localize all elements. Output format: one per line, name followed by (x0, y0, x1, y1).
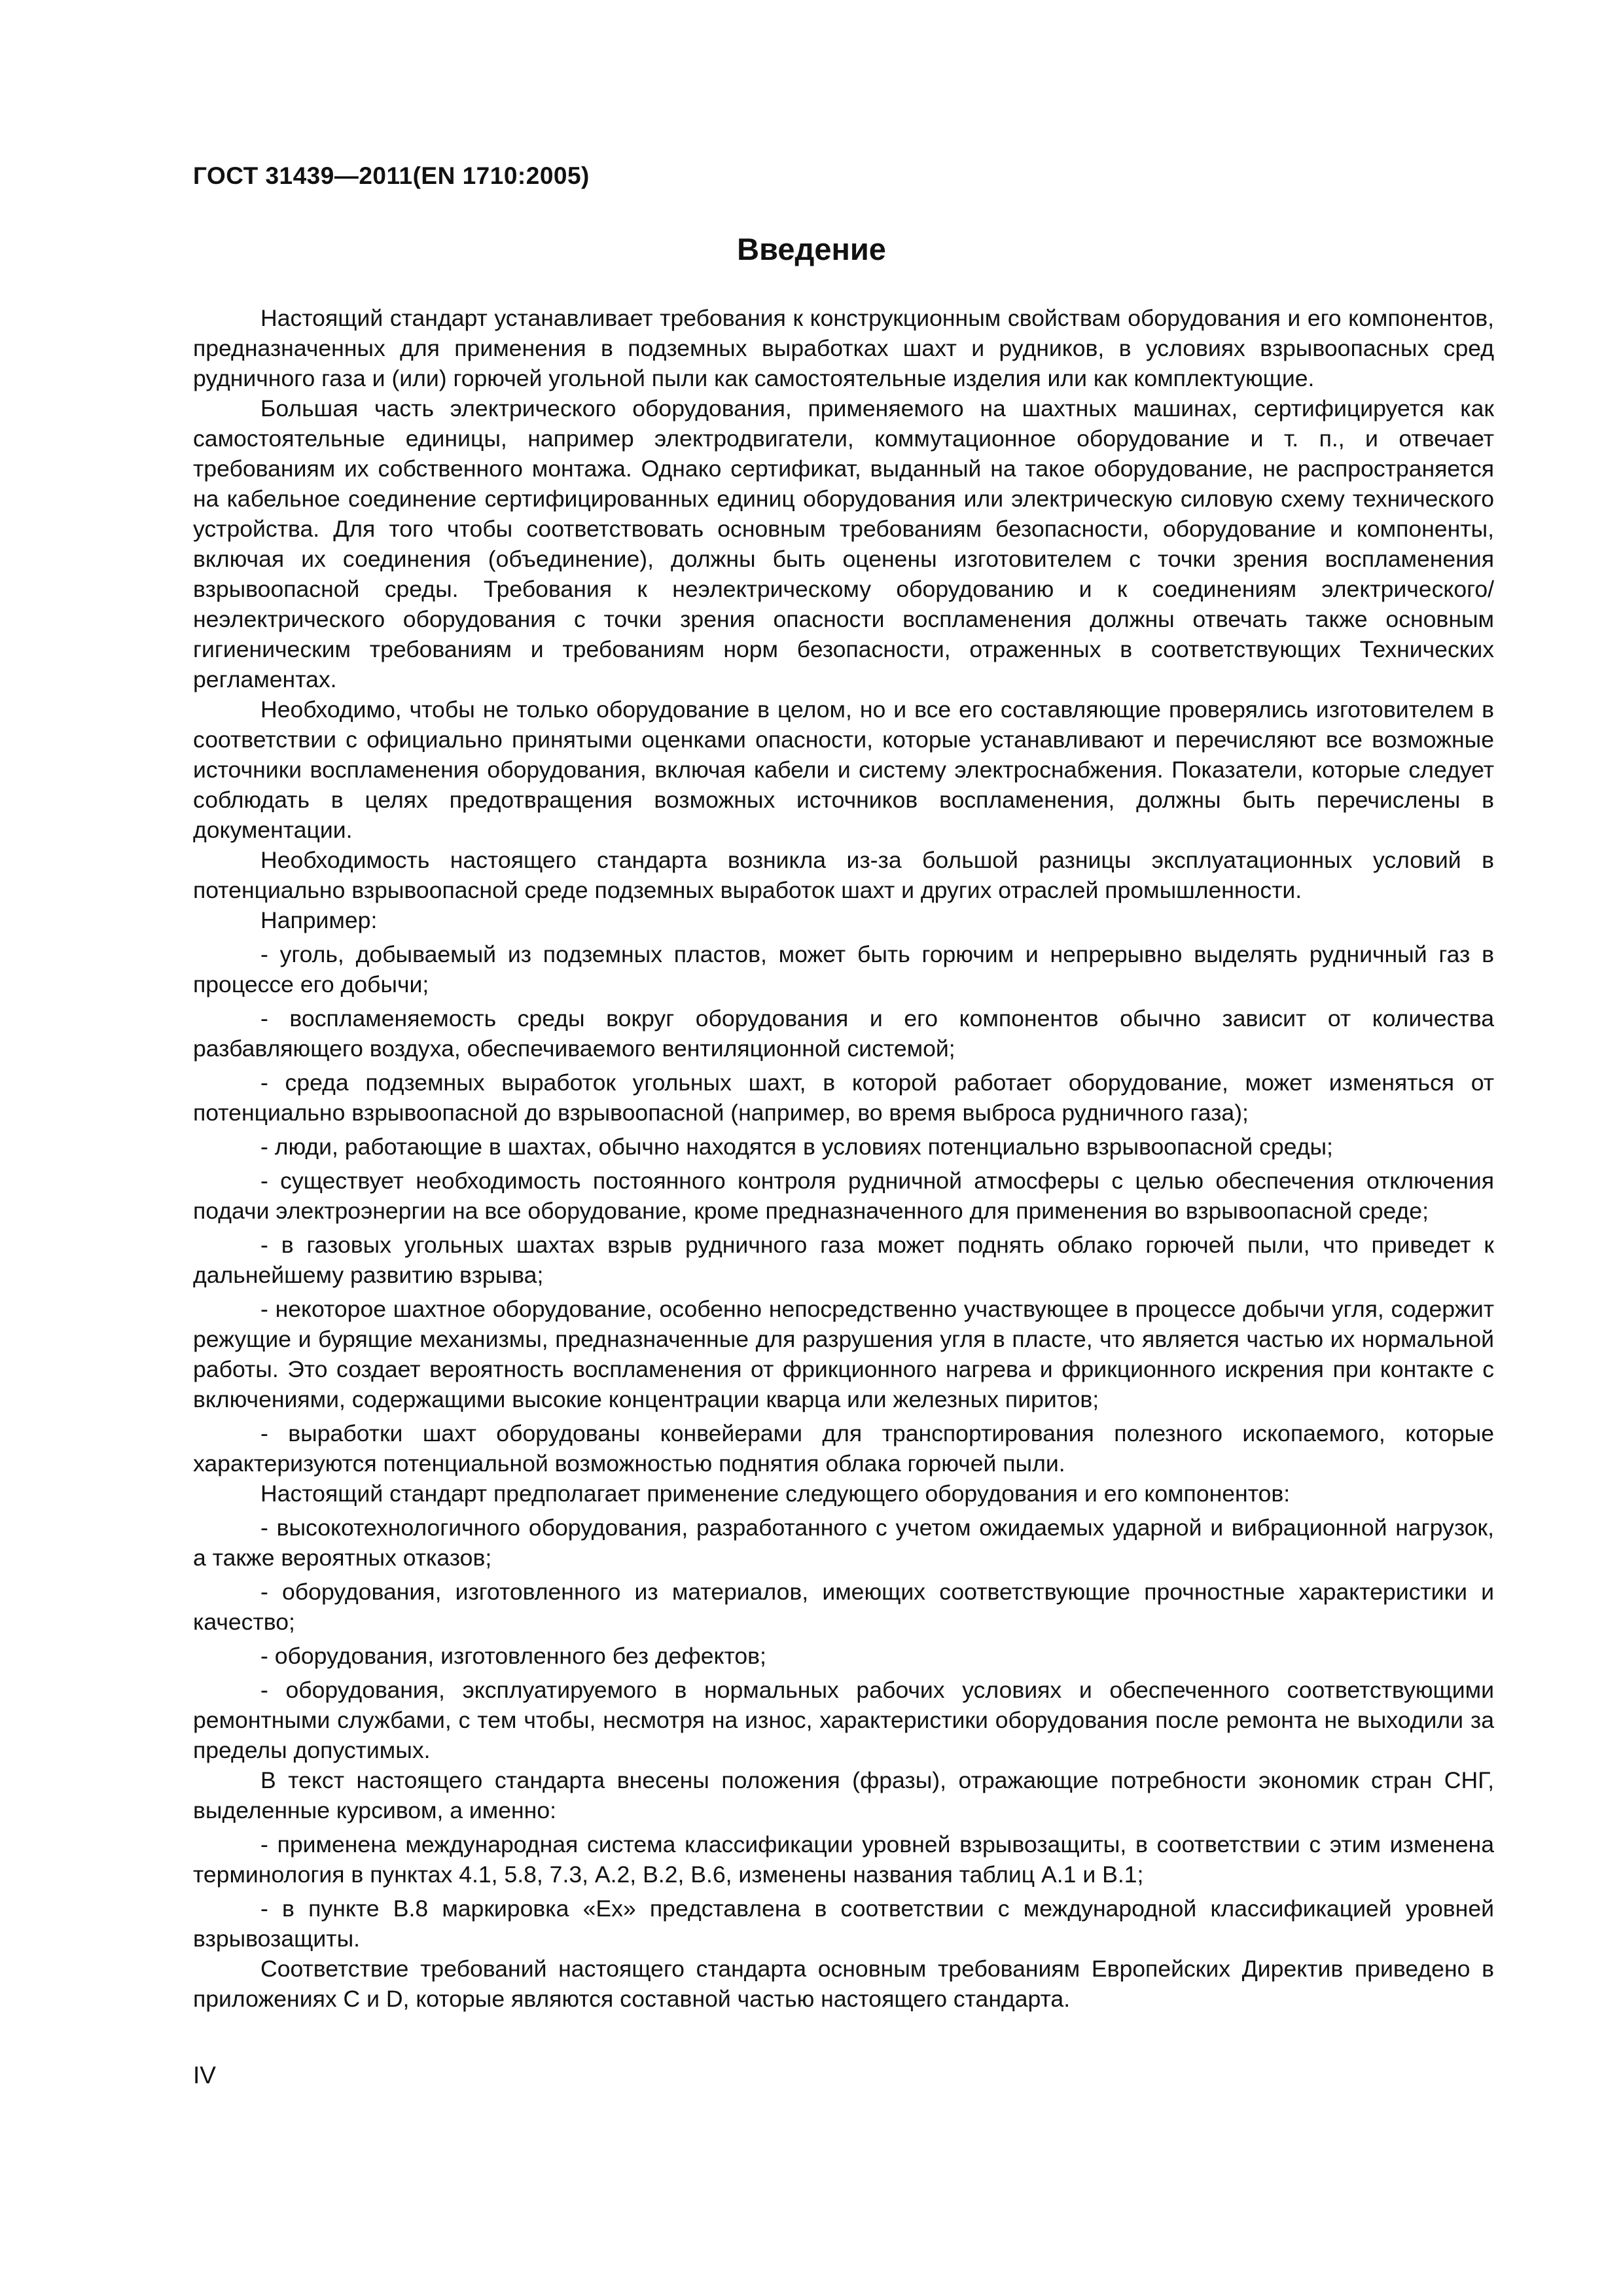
list-item: - воспламеняемость среды вокруг оборудования и его компонентов обычно зависит от количества разбавляющего воздуха, обеспечиваемого вентиляционной системой; (193, 1005, 1494, 1062)
paragraph: Большая часть электрического оборудования, применяемого на шахтных машинах, сертифицируется как самостоятельные единицы, например электродвигатели, коммутационное оборудование и т. п., и отвечает требованиям их собственного монтажа. Однако сертификат, выданный на такое оборудование, не распространяется на кабельное соединение сертифицированных единиц оборудования или электрическую силовую схему технического устройства. Для того чтобы соответствовать основным требованиям безопасности, оборудование и компоненты, включая их соединения (объединение), должны быть оценены изготовителем с точки зрения воспламенения взрывоопасной среды. Требования к неэлектрическому оборудованию и к соединениям электрического/неэлектрического оборудования с точки зрения опасности воспламенения должны отвечать также основным гигиеническим требованиям и требованиям норм безопасности, отраженных в соответствующих Технических регламентах. (193, 395, 1494, 692)
paragraph: Настоящий стандарт устанавливает требования к конструкционным свойствам оборудования и его компонентов, предназначенных для применения в подземных выработках шахт и рудников, в условиях взрывоопасных сред рудничного газа и (или) горючей угольной пыли как самостоятельные изделия или как комплектующие. (193, 305, 1494, 391)
list-item: - некоторое шахтное оборудование, особенно непосредственно участвующее в процессе добычи угля, содержит режущие и бурящие механизмы, предназначенные для разрушения угля в пласте, что является частью их нормальной работы. Это создает вероятность воспламенения от фрикционного нагрева и фрикционного искрения при контакте с включениями, содержащими высокие концентрации кварца или железных пиритов; (193, 1296, 1494, 1412)
list-item: - существует необходимость постоянного контроля рудничной атмосферы с целью обеспечения отключения подачи электроэнергии на все оборудование, кроме предназначенного для применения во взрывоопасной среде; (193, 1168, 1494, 1224)
list-item: - оборудования, изготовленного без дефектов; (260, 1643, 766, 1669)
list-item: - в пункте В.8 маркировка «Ex» представлена в соответствии с международной классификацией уровней взрывозащиты. (193, 1895, 1494, 1952)
document-body (193, 303, 1494, 2014)
list-item: - люди, работающие в шахтах, обычно находятся в условиях потенциально взрывоопасной среды; (260, 1134, 1333, 1160)
list-item: - выработки шахт оборудованы конвейерами для транспортирования полезного ископаемого, которые характеризуются потенциальной возможностью поднятия облака горючей пыли. (193, 1420, 1494, 1477)
paragraph: Соответствие требований настоящего стандарта основным требованиям Европейских Директив приведено в приложениях С и D, которые являются составной частью настоящего стандарта. (193, 1956, 1494, 2012)
paragraph: В текст настоящего стандарта внесены положения (фразы), отражающие потребности экономик стран СНГ, выделенные курсивом, а именно: (193, 1767, 1494, 1823)
page-number: IV (193, 2062, 216, 2089)
list-item: - применена международная система классификации уровней взрывозащиты, в соответствии с этим изменена терминология в пунктах 4.1, 5.8, 7.3, А.2, В.2, В.6, изменены названия таблиц А.1 и В.1; (193, 1831, 1494, 1888)
list-item: - в газовых угольных шахтах взрыв рудничного газа может поднять облако горючей пыли, что приведет к дальнейшему развитию взрыва; (193, 1232, 1494, 1288)
list-item: - оборудования, изготовленного из материалов, имеющих соответствующие прочностные характеристики и качество; (193, 1579, 1494, 1635)
paragraph: Настоящий стандарт предполагает применение следующего оборудования и его компонентов: (260, 1480, 1291, 1507)
list-item: - среда подземных выработок угольных шахт, в которой работает оборудование, может изменяться от потенциально взрывоопасной до взрывоопасной (например, во время выброса рудничного газа); (193, 1069, 1494, 1126)
document-header: ГОСТ 31439—2011(EN 1710:2005) (193, 162, 590, 189)
section-title: Введение (737, 232, 886, 266)
list-item: - уголь, добываемый из подземных пластов, может быть горючим и непрерывно выделять рудничный газ в процессе его добычи; (193, 941, 1494, 997)
list-item: - оборудования, эксплуатируемого в нормальных рабочих условиях и обеспеченного соответствующими ремонтными службами, с тем чтобы, несмотря на износ, характеристики оборудования после ремонта не выходили за пределы допустимых. (193, 1677, 1494, 1763)
list-item: - высокотехнологичного оборудования, разработанного с учетом ожидаемых ударной и вибрационной нагрузок, а также вероятных отказов; (193, 1515, 1494, 1571)
paragraph: Необходимо, чтобы не только оборудование в целом, но и все его составляющие проверялись изготовителем в соответствии с официально принятыми оценками опасности, которые устанавливают и перечисляют все возможные источники воспламенения оборудования, включая кабели и систему электроснабжения. Показатели, которые следует соблюдать в целях предотвращения возможных источников воспламенения, должны быть перечислены в документации. (193, 696, 1494, 843)
paragraph: Например: (260, 907, 378, 933)
paragraph: Необходимость настоящего стандарта возникла из-за большой разницы эксплуатационных условий в потенциально взрывоопасной среде подземных выработок шахт и других отраслей промышленности. (193, 847, 1494, 903)
